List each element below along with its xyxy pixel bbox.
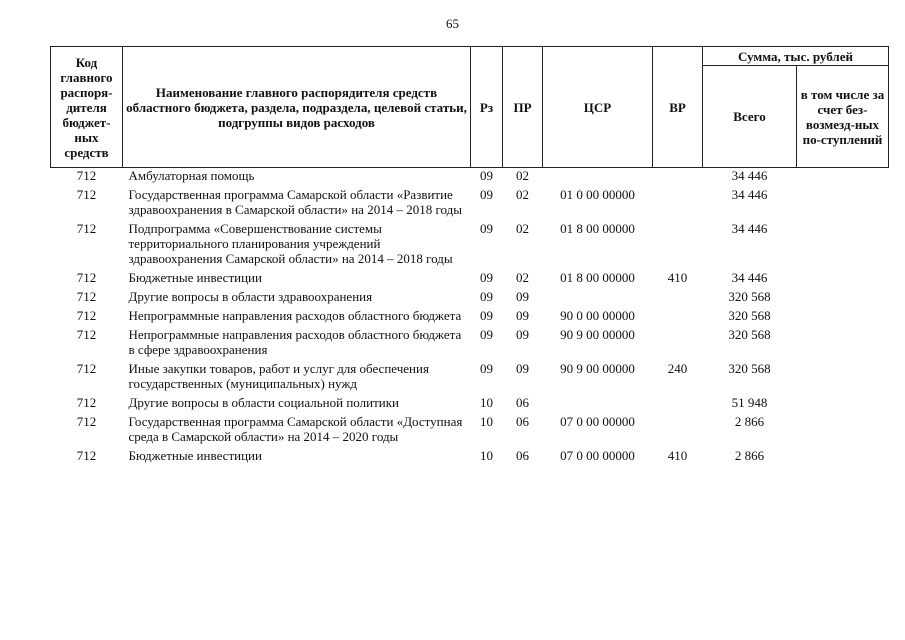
cell-free [797,395,889,414]
budget-table [50,46,889,467]
cell-free [797,448,889,467]
header-rz: Рз [471,47,503,168]
cell-total: 2 866 [734,414,765,429]
cell-name: Амбулаторная помощь [128,168,255,183]
cell-pr: 09 [516,361,529,376]
cell-total: 320 568 [728,289,771,304]
cell-total: 34 446 [731,168,768,183]
cell-vr: 240 [667,361,688,376]
cell-vr [653,327,703,361]
table-row [51,168,889,188]
cell-pr: 06 [516,414,529,429]
table-row [51,327,889,361]
cell-total: 34 446 [731,221,768,236]
cell-vr [653,414,703,448]
cell-pr: 09 [516,327,529,342]
cell-free [797,327,889,361]
header-pr: ПР [503,47,543,168]
cell-vr [653,221,703,270]
cell-code: 712 [76,361,97,376]
table-row [51,361,889,395]
cell-pr: 02 [516,221,529,236]
cell-csr: 90 0 00 00000 [560,308,635,323]
header-name: Наименование главного распорядителя средств областного бюджета, раздела, подраздела, целевой статьи, подгруппы видов расходов [123,47,471,168]
table-header [51,47,889,168]
cell-code: 712 [76,168,97,183]
cell-vr [653,168,703,188]
cell-rz: 09 [480,187,493,202]
cell-code: 712 [76,187,97,202]
cell-name: Другие вопросы в области социальной политики [128,395,399,410]
cell-total: 320 568 [728,361,771,376]
cell-code: 712 [76,414,97,429]
cell-name: Бюджетные инвестиции [128,270,262,285]
table-row [51,187,889,221]
cell-rz: 09 [480,270,493,285]
cell-rz: 09 [480,221,493,236]
cell-vr [653,289,703,308]
header-sum: Сумма, тыс. рублей [703,47,889,66]
page-number: 65 [446,16,459,31]
cell-pr: 09 [516,308,529,323]
cell-rz: 10 [480,414,493,429]
cell-total: 34 446 [731,270,768,285]
cell-vr [653,395,703,414]
header-vr: ВР [653,47,703,168]
cell-total: 51 948 [731,395,768,410]
cell-name: Другие вопросы в области здравоохранения [128,289,373,304]
cell-csr: 01 8 00 00000 [560,221,635,236]
cell-free [797,361,889,395]
cell-vr [653,308,703,327]
cell-name: Бюджетные инвестиции [128,448,262,463]
cell-free [797,308,889,327]
table-row [51,221,889,270]
cell-pr: 06 [516,448,529,463]
table-row [51,308,889,327]
cell-csr [543,395,653,414]
cell-code: 712 [76,221,97,236]
cell-rz: 09 [480,327,493,342]
cell-code: 712 [76,448,97,463]
cell-rz: 09 [480,308,493,323]
cell-pr: 02 [516,168,529,183]
cell-free [797,414,889,448]
cell-name: Иные закупки товаров, работ и услуг для обеспечения государственных (муниципальных) нужд [128,361,429,391]
cell-code: 712 [76,308,97,323]
cell-total: 320 568 [728,308,771,323]
cell-rz: 09 [480,289,493,304]
cell-free [797,187,889,221]
cell-pr: 02 [516,187,529,202]
cell-csr: 90 9 00 00000 [560,327,635,342]
table-row [51,270,889,289]
cell-csr: 07 0 00 00000 [560,414,635,429]
cell-name: Непрограммные направления расходов областного бюджета [128,308,462,323]
cell-free [797,221,889,270]
cell-code: 712 [76,327,97,342]
cell-total: 320 568 [728,327,771,342]
cell-code: 712 [76,395,97,410]
cell-vr: 410 [667,270,688,285]
cell-code: 712 [76,270,97,285]
cell-free [797,289,889,308]
cell-name: Государственная программа Самарской области «Доступная среда в Самарской области» на 2014 – 2020 годы [128,414,463,444]
cell-name: Непрограммные направления расходов областного бюджета в сфере здравоохранения [128,327,462,357]
header-total: Всего [703,66,797,168]
cell-csr: 07 0 00 00000 [560,448,635,463]
header-csr: ЦСР [543,47,653,168]
cell-vr: 410 [667,448,688,463]
table-row [51,414,889,448]
cell-csr: 90 9 00 00000 [560,361,635,376]
cell-pr: 06 [516,395,529,410]
cell-total: 34 446 [731,187,768,202]
cell-pr: 09 [516,289,529,304]
cell-csr: 01 8 00 00000 [560,270,635,285]
cell-vr [653,187,703,221]
cell-name: Подпрограмма «Совершенствование системы территориального планирования учреждений здравоохранения Самарской области» на 2014 – 2018 годы [128,221,453,266]
cell-rz: 10 [480,395,493,410]
table-body [51,168,889,468]
cell-free [797,270,889,289]
cell-rz: 09 [480,168,493,183]
cell-free [797,168,889,188]
header-free: в том числе за счет без-возмезд-ных по-ступлений [797,66,889,168]
cell-name: Государственная программа Самарской области «Развитие здравоохранения в Самарской области» на 2014 – 2018 годы [128,187,462,217]
cell-total: 2 866 [734,448,765,463]
table-row [51,448,889,467]
cell-rz: 10 [480,448,493,463]
table-row [51,395,889,414]
cell-csr [543,168,653,188]
cell-rz: 09 [480,361,493,376]
cell-code: 712 [76,289,97,304]
cell-pr: 02 [516,270,529,285]
header-code: Код главного распоря-дителя бюджет-ных средств [51,47,123,168]
cell-csr: 01 0 00 00000 [560,187,635,202]
cell-csr [543,289,653,308]
table-row [51,289,889,308]
